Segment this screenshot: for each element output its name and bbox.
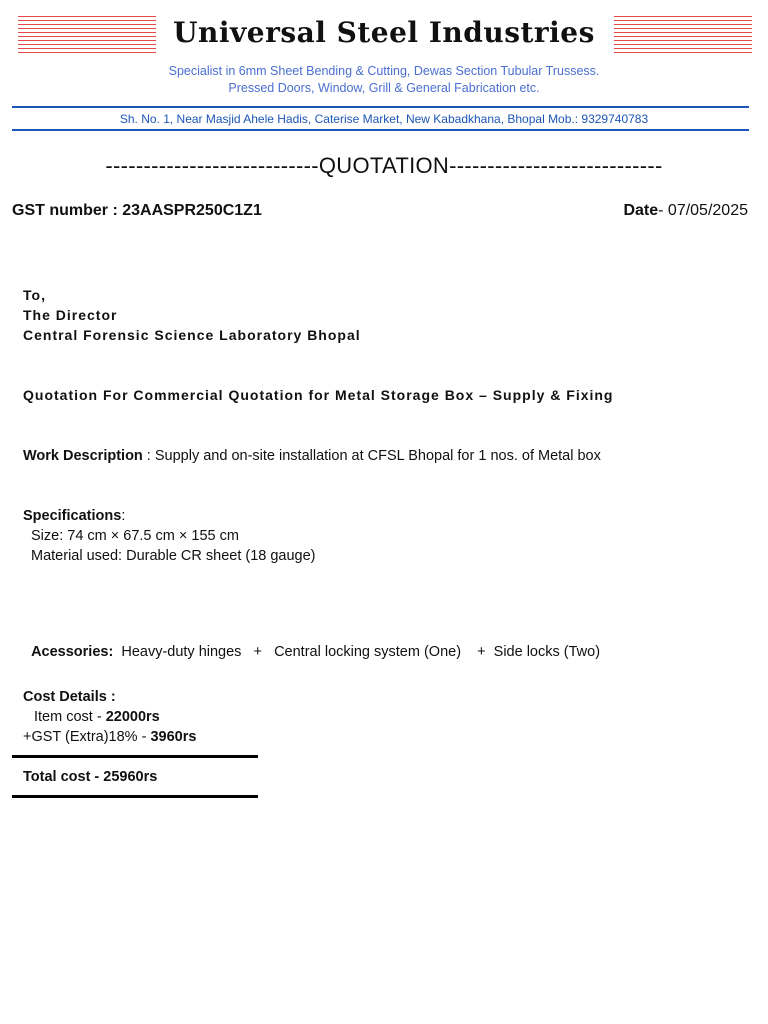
work-label: Work Description	[23, 448, 143, 464]
tagline-2: Pressed Doors, Window, Grill & General Fabrication etc.	[228, 81, 540, 95]
recipient-org: Central Forensic Science Laboratory Bhopal	[23, 327, 361, 343]
date-label: Date	[623, 202, 659, 219]
total-divider-bottom	[12, 795, 258, 798]
item-cost-label: Item cost -	[34, 709, 106, 725]
tagline-1: Specialist in 6mm Sheet Bending & Cutting, Dewas Section Tubular Trussess.	[168, 64, 600, 78]
gst-cost-line	[23, 729, 196, 745]
spec-label: Specifications	[23, 508, 122, 524]
accessories-label: Acessories:	[31, 644, 114, 660]
address-line: Sh. No. 1, Near Masjid Ahele Hadis, Caterise Market, New Kabadkhana, Bhopal Mob.: 9329740783	[119, 112, 649, 126]
to-line: To,	[23, 287, 46, 303]
accessories-line	[23, 628, 600, 660]
spec-size: Size: 74 cm × 67.5 cm × 155 cm	[31, 528, 239, 544]
spec-colon: :	[121, 508, 126, 524]
cost-details-heading	[23, 689, 116, 705]
work-text: : Supply and on-site installation at CFSL Bhopal for 1 nos. of Metal box	[142, 448, 601, 464]
work-description	[23, 448, 601, 464]
date-field	[623, 202, 748, 220]
recipient-title: The Director	[23, 307, 118, 323]
total-divider-top	[12, 755, 258, 758]
gst-cost-label: +GST (Extra)18% -	[23, 729, 151, 745]
company-name: Universal Steel Industries	[173, 16, 595, 49]
cost-details-label: Cost Details :	[23, 689, 116, 705]
total-cost: Total cost - 25960rs	[23, 769, 158, 785]
accessories-text: Heavy-duty hinges + Central locking system (One) + Side locks (Two)	[121, 644, 601, 660]
date-value: - 07/05/2025	[658, 202, 748, 219]
header-divider-bottom	[12, 129, 749, 131]
header-divider-top	[12, 106, 749, 108]
spec-material: Material used: Durable CR sheet (18 gauge)	[31, 548, 316, 564]
subject-line: Quotation For Commercial Quotation for Metal Storage Box – Supply & Fixing	[23, 387, 614, 403]
gst-number: GST number : 23AASPR250C1Z1	[12, 202, 262, 219]
item-cost-line	[34, 709, 160, 725]
item-cost-value: 22000rs	[105, 709, 160, 725]
quotation-heading: ----------------------------QUOTATION----------------------------	[105, 153, 663, 178]
gst-cost-value: 3960rs	[150, 729, 197, 745]
specifications-heading	[23, 508, 125, 524]
